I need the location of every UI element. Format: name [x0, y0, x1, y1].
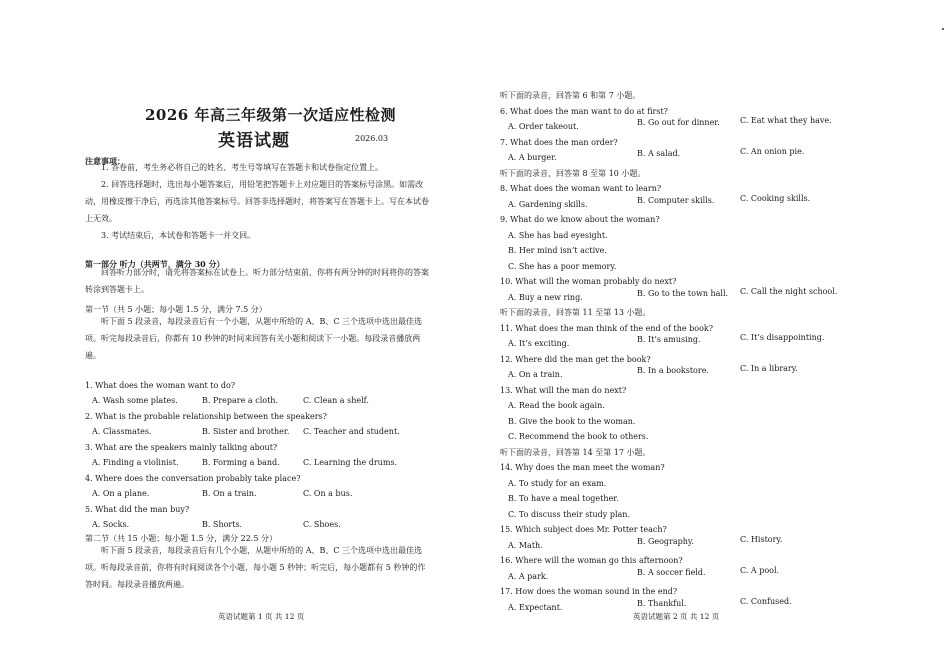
option-b: B. A salad.: [637, 149, 681, 158]
notice-heading: 注意事项：: [85, 156, 125, 166]
option-b: B. A soccer field.: [637, 567, 706, 577]
option-line: C. She has a poor memory.: [508, 261, 617, 271]
question-text: 3. What are the speakers mainly talking about?: [85, 443, 278, 452]
listening-note: 听下面的录音，回答第 11 至第 13 小题。: [500, 308, 651, 317]
question-text: 14. Why does the man meet the woman?: [500, 463, 665, 472]
option-line: C. Recommend the book to others.: [508, 432, 649, 441]
option-a: A. Wash some plates.: [92, 396, 178, 405]
option-c: C. On a bus.: [303, 489, 353, 498]
question-text: 2. What is the probable relationship between the speakers?: [85, 412, 327, 421]
option-c: C. History.: [740, 534, 783, 544]
part1-heading: 第一部分 听力（共两节，满分 30 分）: [85, 259, 225, 269]
question-text: 16. Where will the woman go this afternoon?: [500, 556, 683, 565]
option-c: C. Teacher and student.: [303, 427, 400, 436]
listening-note: 听下面的录音，回答第 14 至第 17 小题。: [500, 447, 651, 457]
option-b: B. Sister and brother.: [202, 427, 290, 436]
listening-note: 听下面的录音，回答第 8 至第 10 小题。: [500, 168, 646, 178]
notice-item: 1. 答卷前，考生务必将自己的姓名、考生号等填写在答题卡和试卷指定位置上。: [101, 163, 384, 172]
option-c: C. Shoes.: [303, 520, 341, 529]
question-text: 6. What does the man want to do at first?: [500, 106, 668, 116]
option-c: C. Confused.: [740, 596, 792, 606]
page-footer: 英语试题第 2 页 共 12 页: [633, 612, 720, 621]
option-b: B. Shorts.: [202, 520, 243, 529]
option-line: C. To discuss their study plan.: [508, 509, 630, 519]
option-line: B. Give the book to the woman.: [508, 416, 636, 426]
part1-intro: 回答听力部分时，请先将答案标在试卷上。听力部分结束前，你将有两分钟的时间将你的答案转涂到答题卡上。: [85, 268, 429, 294]
option-line: A. She has bad eyesight.: [508, 230, 608, 240]
page-footer: 英语试题第 1 页 共 12 页: [218, 612, 305, 621]
option-a: A. Math.: [508, 540, 543, 550]
question-text: 11. What does the man think of the end of the book?: [500, 323, 714, 333]
option-a: A. On a train.: [508, 370, 563, 379]
section1-heading: 第一节（共 5 小题；每小题 1.5 分，满分 7.5 分）: [85, 305, 267, 314]
option-a: A. It’s exciting.: [508, 339, 570, 348]
option-b: B. It’s amusing.: [637, 335, 701, 344]
question-text: 12. Where did the man get the book?: [500, 354, 651, 364]
option-c: C. Call the night school.: [740, 286, 838, 296]
option-b: B. Geography.: [637, 536, 694, 546]
question-text: 13. What will the man do next?: [500, 385, 627, 395]
option-b: B. Go out for dinner.: [637, 118, 720, 127]
option-c: C. Clean a shelf.: [303, 396, 369, 405]
exam-page-2: [475, 0, 950, 672]
question-text: 8. What does the woman want to learn?: [500, 184, 662, 193]
scan-speck: [942, 28, 944, 30]
option-a: A. Buy a new ring.: [508, 292, 583, 302]
section1-intro: 听下面 5 段录音，每段录音后有一个小题，从题中所给的 A、B、C 三个选项中选出最佳选项。听完每段录音后，你都有 10 秒钟的时间来回答有关小题和阅读下一小题。每段录音播放两遍。: [85, 317, 423, 360]
option-line: B. To have a meal together.: [508, 494, 619, 503]
option-line: B. Her mind isn’t active.: [508, 246, 607, 255]
notice-item: 2. 回答选择题时，选出每小题答案后，用铅笔把答题卡上对应题目的答案标号涂黑。如需改动，用橡皮擦干净后，再选涂其他答案标号。回答非选择题时，将答案写在答题卡上。写在本试卷上无效。: [85, 180, 429, 223]
option-c: C. An onion pie.: [740, 147, 805, 156]
option-c: C. Eat what they have.: [740, 116, 832, 125]
option-c: C. Cooking skills.: [740, 193, 811, 203]
exam-title: 2026 年高三年级第一次适应性检测: [145, 106, 396, 124]
option-line: A. Read the book again.: [508, 401, 605, 410]
option-b: B. Computer skills.: [637, 195, 715, 205]
section2-heading: 第二节（共 15 小题；每小题 1.5 分，满分 22.5 分）: [85, 534, 277, 543]
option-a: A. Expectant.: [508, 602, 563, 612]
listening-note: 听下面的录音，回答第 6 和第 7 小题。: [500, 91, 641, 100]
option-a: A. Order takeout.: [508, 122, 579, 131]
option-a: A. A burger.: [508, 153, 557, 162]
question-text: 5. What did the man buy?: [85, 505, 190, 514]
option-a: A. Socks.: [92, 520, 130, 529]
option-b: B. In a bookstore.: [637, 366, 709, 375]
option-b: B. On a train.: [202, 489, 257, 498]
question-text: 17. How does the woman sound in the end?: [500, 587, 678, 596]
option-c: C. In a library.: [740, 364, 798, 373]
option-c: C. It’s disappointing.: [740, 333, 825, 342]
option-b: B. Forming a band.: [202, 458, 280, 467]
option-a: A. Finding a violinist.: [92, 458, 179, 467]
question-text: 4. Where does the conversation probably take place?: [85, 474, 301, 483]
exam-subtitle: 英语试题: [218, 131, 290, 151]
option-a: A. A park.: [508, 571, 549, 581]
option-c: C. A pool.: [740, 565, 780, 575]
option-b: B. Thankful.: [637, 598, 687, 608]
exam-date: 2026.03: [355, 134, 389, 143]
option-a: A. Gardening skills.: [508, 199, 588, 209]
option-b: B. Go to the town hall.: [637, 288, 729, 298]
question-text: 15. Which subject does Mr. Potter teach?: [500, 525, 667, 534]
option-a: A. On a plane.: [92, 489, 150, 498]
option-c: C. Learning the drums.: [303, 458, 398, 467]
question-text: 9. What do we know about the woman?: [500, 215, 660, 224]
option-b: B. Prepare a cloth.: [202, 396, 278, 405]
section2-intro: 听下面 5 段录音，每段录音后有几个小题，从题中所给的 A、B、C 三个选项中选出最佳选项。听每段录音前，你将有时间阅读各个小题，每小题 5 秒钟；听完后，每小题都有 5 秒钟的作答时间。每段录音播放两遍。: [85, 546, 426, 589]
option-line: A. To study for an exam.: [508, 478, 607, 488]
notice-item: 3. 考试结束后，本试卷和答题卡一并交回。: [101, 231, 256, 240]
question-text: 1. What does the woman want to do?: [85, 381, 236, 390]
question-text: 10. What will the woman probably do next?: [500, 277, 677, 286]
option-a: A. Classmates.: [92, 427, 152, 436]
question-text: 7. What does the man order?: [500, 137, 618, 147]
